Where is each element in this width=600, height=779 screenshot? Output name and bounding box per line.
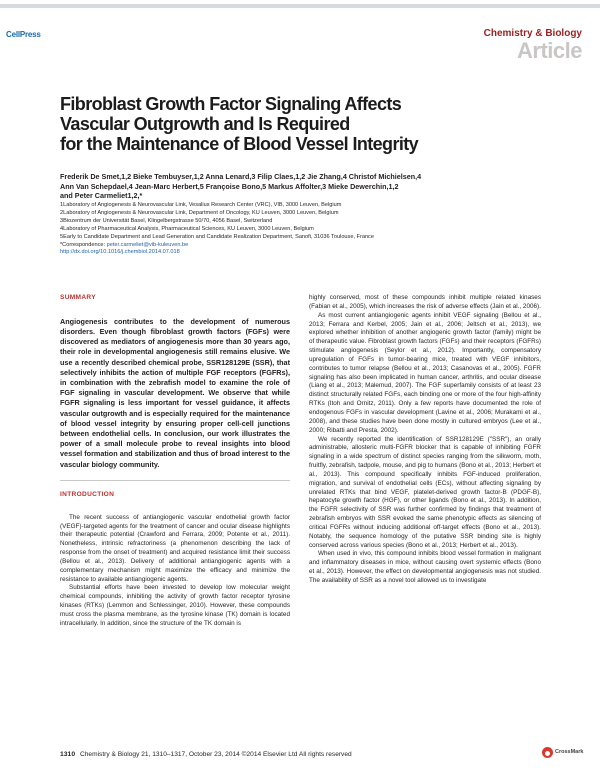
author-line: and Peter Carmeliet1,2,* <box>60 191 143 200</box>
body-paragraph: We recently reported the identification of SSR128129E ("SSR"), an orally administrable, allosteric multi-FGFR blocker that is capable of inhibiting FGFR signaling in a wide spectrum of distinct species ranging from the silkworm, moth, fruitfly, zebrafish, tadpole, mouse, and pig to humans (Bono et al., 2013; Herbert et al., 2013). This compound specifically inhibits FGF-induced proliferation, migration, and survival of endothelial cells (ECs), without affecting signaling by unrelated RTKs that bind VEGF, platelet-derived growth factor-B (PDGF-B), hepatocyte growth factor (HGF), or other ligands (Bono et al., 2013). In addition, the FGFR selectivity of SSR was further confirmed by findings that treatment of zebrafish embryos with SSR evoked the same phenotypic effects as silencing of critical FGFRs without inducing additional off-target effects (Bono et al., 2013). Notably, the sequence homology of the putative SSR binding site is highly conserved across various species (Bono et al., 2013; Herbert et al., 2013). <box>309 435 541 549</box>
affiliation: 2Laboratory of Angiogenesis & Neurovascular Link, Department of Oncology, KU Leuven, 3000 Leuven, Belgium <box>60 209 339 216</box>
affiliations <box>60 202 540 257</box>
section-divider <box>60 480 290 481</box>
summary-text: Angiogenesis contributes to the development of numerous disorders. Even though fibroblast growth factors (FGFs) were discovered as mediators of angiogenesis more than 30 years ago, their role in developmental angiogenesis still remains elusive. We use a recently described chemical probe, SSR128129E (SSR), that selectively inhibits the action of multiple FGF receptors (FGFRs), in combination with the zebrafish model to examine the role of FGF signaling in vascular development. We observe that while FGFR signaling is less important for vessel guidance, it affects vascular outgrowth and is especially required for the maintenance of blood vessel integrity by ensuring proper cell-cell junctions between endothelial cells. In conclusion, our work illustrates the power of a small molecule probe to reveal insights into blood vessel formation and stabilization and thus of broad interest to the vascular biology community. <box>60 316 290 469</box>
correspondence-email-link[interactable]: peter.carmeliet@vib-kuleuven.be <box>106 241 189 248</box>
doi-link[interactable]: http://dx.doi.org/10.1016/j.chembiol.2014.07.018 <box>60 249 180 256</box>
title-line: for the Maintenance of Blood Vessel Integrity <box>60 134 419 154</box>
introduction-heading: INTRODUCTION <box>60 490 115 498</box>
crossmark-icon <box>542 747 553 758</box>
title-line: Fibroblast Growth Factor Signaling Affects <box>60 94 402 114</box>
affiliation: 5Early to Candidate Department and Lead Generation and Candidate Realization Department, Sanofi, 31036 Toulouse, France <box>60 233 374 240</box>
footer-citation: Chemistry & Biology 21, 1310–1317, October 23, 2014 ©2014 Elsevier Ltd All rights reserved <box>80 751 352 758</box>
publisher-logo: CellPress <box>6 30 41 39</box>
crossmark-badge[interactable] <box>542 746 584 760</box>
author-line: Frederik De Smet,1,2 Bieke Tembuyser,1,2 Anna Lenard,3 Filip Claes,1,2 Jie Zhang,4 Christof Michielsen,4 <box>60 172 422 181</box>
intro-paragraph: The recent success of antiangiogenic vascular endothelial growth factor (VEGF)-targeted agents for the treatment of cancer and ocular disease highlights their therapeutic potential (Crawford and Ferrara, 2009; Potente et al., 2011). Nonetheless, intrinsic refractoriness (a phenomenon describing the lack of response from the onset of treatment) and acquired resistance limit their success (Bellou et al., 2013). Delivery of additional antiangiogenic agents with a complementary mechanism might maximize the efficacy and minimize the resistance to available antiangiogenic agents. <box>60 513 290 583</box>
page-footer <box>60 746 584 764</box>
author-line: Ann Van Schepdael,4 Jean-Marc Herbert,5 Françoise Bono,5 Markus Affolter,3 Mieke Dewerchin,1,2 <box>60 181 399 191</box>
crossmark-label: CrossMark <box>555 749 584 755</box>
intro-paragraph: Substantial efforts have been invested to develop low molecular weight chemical compounds, inhibiting the activity of growth factor receptor tyrosine kinases (RTKs) (Lemmon and Schlessinger, 2010). However, these compounds must cross the plasma membrane, as the tyrosine kinase (TK) domain is located intracellularly. In addition, since the structure of the TK domain is <box>60 584 290 627</box>
top-band <box>0 4 600 8</box>
summary-heading: SUMMARY <box>60 294 96 301</box>
author-list <box>60 172 540 201</box>
paper-title <box>60 94 540 154</box>
page-number: 1310 <box>60 751 76 758</box>
body-paragraph: As most current antiangiogenic agents inhibit VEGF signaling (Bellou et al., 2013; Ferrara and Kerbel, 2005; Jain et al., 2006; Jeltsch et al., 2013), we explored whether inhibition of another angiogenic growth factor (family) might be of therapeutic value. Fibroblast growth factors (FGFs) and their receptors (FGFRs) stimulate angiogenesis (Seylor et al., 2012). Importantly, compensatory upregulation of FGFs in tumor-bearing mice, treated with VEGF inhibitors, contributes to tumor relapse (Bellou et al., 2013; Casanovas et al., 2005). FGFR signaling has also been implicated in human cancer, arthritis, and ocular disease (Liang et al., 2013; Malemud, 2007). The FGF superfamily consists of at least 23 distinct structurally related FGFs, each binding one or more of the four high-affinity RTKs (Itoh and Ornitz, 2011). Only a few reports have documented the role of endogenous FGFs in vascular development (Lavine et al., 2006; Murakami et al., 2008), and these studies have been done mostly in cultured embryos (Lee et al., 2000; Ribatti and Presta, 2002). <box>309 311 541 434</box>
affiliation: 3Biozentrum der Universität Basel, Klingelbergstrasse 50/70, 4056 Basel, Switzerland <box>60 217 273 224</box>
journal-name: Chemistry & Biology <box>483 28 582 39</box>
right-column <box>309 294 541 586</box>
title-line: Vascular Outgrowth and Is Required <box>60 114 350 134</box>
left-column <box>60 294 290 629</box>
body-paragraph: highly conserved, most of these compounds inhibit multiple related kinases (Fabian et al., 2005), which increases the risk of adverse effects (Jain et al., 2006). <box>309 294 541 310</box>
section-label: Article <box>517 38 582 63</box>
affiliation: 4Laboratory of Pharmaceutical Analysis, Pharmaceutical Sciences, KU Leuven, 3000 Leuven, Belgium <box>60 225 314 232</box>
correspondence-label: *Correspondence: <box>60 241 107 248</box>
body-paragraph: When used in vivo, this compound inhibits blood vessel formation in malignant and inflammatory diseases in mice, without causing overt systemic effects (Bono et al., 2013). However, the effect on developmental angiogenesis was not studied. The availability of SSR as a novel tool allowed us to investigate <box>309 550 541 584</box>
affiliation: 1Laboratory of Angiogenesis & Neurovascular Link, Vesalius Research Center (VRC), VIB, 3000 Leuven, Belgium <box>60 202 342 208</box>
correspondence <box>60 242 540 250</box>
